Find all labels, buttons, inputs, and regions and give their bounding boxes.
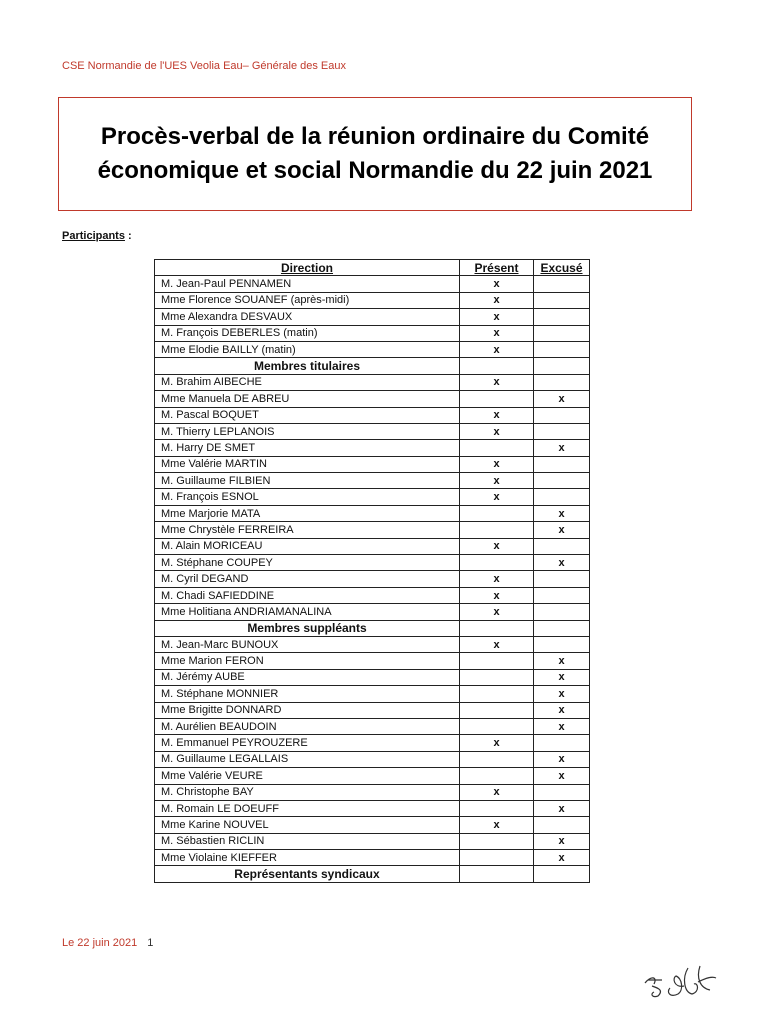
excuse-mark: x [534, 505, 590, 521]
participant-name: M. Romain LE DOEUFF [155, 800, 460, 816]
table-row [155, 423, 590, 439]
present-mark: x [460, 538, 534, 554]
attendance-table-body [155, 260, 590, 883]
present-mark: x [460, 456, 534, 472]
table-row [155, 341, 590, 357]
participant-name: M. Emmanuel PEYROUZERE [155, 735, 460, 751]
section-present-cell [460, 620, 534, 636]
excuse-mark: x [534, 440, 590, 456]
present-mark: x [460, 309, 534, 325]
excuse-mark: x [534, 768, 590, 784]
present-mark: x [460, 423, 534, 439]
table-row [155, 309, 590, 325]
participant-name: M. Aurélien BEAUDOIN [155, 718, 460, 734]
participant-name: Mme Elodie BAILLY (matin) [155, 341, 460, 357]
section-header-row [155, 358, 590, 374]
participant-name: Mme Marion FERON [155, 653, 460, 669]
participant-name: M. Christophe BAY [155, 784, 460, 800]
column-header: Présent [460, 260, 534, 276]
present-mark: x [460, 489, 534, 505]
excuse-mark: x [534, 669, 590, 685]
table-row [155, 604, 590, 620]
participant-name: Mme Violaine KIEFFER [155, 850, 460, 866]
participants-label [62, 230, 132, 242]
excuse-mark [534, 473, 590, 489]
section-title: Membres titulaires [155, 358, 460, 374]
table-row [155, 718, 590, 734]
excuse-mark [534, 292, 590, 308]
present-mark: x [460, 735, 534, 751]
table-row [155, 686, 590, 702]
present-mark: x [460, 407, 534, 423]
column-header: Direction [155, 260, 460, 276]
participant-name: M. Pascal BOQUET [155, 407, 460, 423]
section-title: Représentants syndicaux [155, 866, 460, 882]
table-row [155, 325, 590, 341]
present-mark: x [460, 817, 534, 833]
table-row [155, 669, 590, 685]
table-row [155, 850, 590, 866]
excuse-mark [534, 341, 590, 357]
participant-name: M. Guillaume LEGALLAIS [155, 751, 460, 767]
present-mark [460, 522, 534, 538]
present-mark: x [460, 587, 534, 603]
participant-name: Mme Brigitte DONNARD [155, 702, 460, 718]
table-row [155, 276, 590, 292]
present-mark: x [460, 325, 534, 341]
excuse-mark: x [534, 751, 590, 767]
present-mark [460, 669, 534, 685]
participant-name: M. Cyril DEGAND [155, 571, 460, 587]
participant-name: Mme Holitiana ANDRIAMANALINA [155, 604, 460, 620]
present-mark [460, 800, 534, 816]
present-mark: x [460, 276, 534, 292]
section-excuse-cell [534, 358, 590, 374]
present-mark: x [460, 636, 534, 652]
table-row [155, 768, 590, 784]
excuse-mark [534, 374, 590, 390]
table-row [155, 800, 590, 816]
present-mark [460, 391, 534, 407]
participant-name: M. Brahim AIBECHE [155, 374, 460, 390]
table-row [155, 538, 590, 554]
table-row [155, 653, 590, 669]
table-row [155, 833, 590, 849]
table-row [155, 522, 590, 538]
organization-header: CSE Normandie de l'UES Veolia Eau– Générale des Eaux [62, 60, 346, 72]
excuse-mark: x [534, 800, 590, 816]
title-box [58, 97, 692, 211]
excuse-mark: x [534, 555, 590, 571]
participant-name: Mme Manuela DE ABREU [155, 391, 460, 407]
table-row [155, 473, 590, 489]
present-mark: x [460, 604, 534, 620]
table-row [155, 817, 590, 833]
excuse-mark [534, 817, 590, 833]
section-header-row [155, 620, 590, 636]
participant-name: M. Alain MORICEAU [155, 538, 460, 554]
table-row [155, 505, 590, 521]
present-mark [460, 718, 534, 734]
participant-name: Mme Florence SOUANEF (après-midi) [155, 292, 460, 308]
page-number: 1 [147, 937, 154, 949]
excuse-mark [534, 538, 590, 554]
present-mark [460, 768, 534, 784]
participant-name: Mme Valérie VEURE [155, 768, 460, 784]
section-title: Membres suppléants [155, 620, 460, 636]
participants-label-suffix: : [124, 230, 132, 242]
excuse-mark [534, 571, 590, 587]
participant-name: M. Chadi SAFIEDDINE [155, 587, 460, 603]
participant-name: M. Stéphane MONNIER [155, 686, 460, 702]
table-row [155, 587, 590, 603]
participant-name: M. François DEBERLES (matin) [155, 325, 460, 341]
section-excuse-cell [534, 620, 590, 636]
present-mark: x [460, 374, 534, 390]
participant-name: M. Jean-Marc BUNOUX [155, 636, 460, 652]
excuse-mark [534, 456, 590, 472]
table-row [155, 751, 590, 767]
present-mark: x [460, 571, 534, 587]
participant-name: M. François ESNOL [155, 489, 460, 505]
excuse-mark: x [534, 702, 590, 718]
excuse-mark [534, 587, 590, 603]
present-mark [460, 686, 534, 702]
table-row [155, 489, 590, 505]
present-mark: x [460, 341, 534, 357]
section-present-cell [460, 866, 534, 882]
present-mark [460, 833, 534, 849]
footer-date: Le 22 juin 2021 [62, 937, 138, 949]
participant-name: M. Stéphane COUPEY [155, 555, 460, 571]
table-header-row [155, 260, 590, 276]
excuse-mark [534, 604, 590, 620]
excuse-mark [534, 276, 590, 292]
table-row [155, 407, 590, 423]
present-mark [460, 751, 534, 767]
excuse-mark: x [534, 653, 590, 669]
excuse-mark [534, 784, 590, 800]
excuse-mark [534, 407, 590, 423]
excuse-mark [534, 636, 590, 652]
participant-name: M. Jérémy AUBE [155, 669, 460, 685]
participants-label-text: Participants [62, 230, 125, 242]
excuse-mark: x [534, 833, 590, 849]
table-row [155, 456, 590, 472]
table-row [155, 735, 590, 751]
section-present-cell [460, 358, 534, 374]
excuse-mark: x [534, 850, 590, 866]
table-row [155, 702, 590, 718]
table-row [155, 636, 590, 652]
excuse-mark [534, 325, 590, 341]
participant-name: M. Sébastien RICLIN [155, 833, 460, 849]
present-mark: x [460, 784, 534, 800]
column-header: Excusé [534, 260, 590, 276]
excuse-mark: x [534, 391, 590, 407]
present-mark [460, 653, 534, 669]
participant-name: Mme Valérie MARTIN [155, 456, 460, 472]
participant-name: M. Guillaume FILBIEN [155, 473, 460, 489]
table-row [155, 440, 590, 456]
table-row [155, 555, 590, 571]
table-row [155, 292, 590, 308]
participant-name: Mme Karine NOUVEL [155, 817, 460, 833]
section-header-row [155, 866, 590, 882]
present-mark [460, 505, 534, 521]
attendance-table [154, 259, 590, 883]
table-row [155, 391, 590, 407]
table-row [155, 571, 590, 587]
participant-name: M. Jean-Paul PENNAMEN [155, 276, 460, 292]
present-mark [460, 850, 534, 866]
participant-name: M. Thierry LEPLANOIS [155, 423, 460, 439]
present-mark [460, 555, 534, 571]
excuse-mark [534, 489, 590, 505]
participant-name: Mme Chrystèle FERREIRA [155, 522, 460, 538]
page-title: Procès-verbal de la réunion ordinaire du Comité économique et social Normandie du 22 juin 2021 [97, 123, 653, 184]
present-mark: x [460, 292, 534, 308]
participant-name: Mme Marjorie MATA [155, 505, 460, 521]
excuse-mark: x [534, 522, 590, 538]
present-mark: x [460, 473, 534, 489]
table-row [155, 374, 590, 390]
excuse-mark [534, 423, 590, 439]
excuse-mark: x [534, 686, 590, 702]
excuse-mark [534, 309, 590, 325]
excuse-mark: x [534, 718, 590, 734]
section-excuse-cell [534, 866, 590, 882]
present-mark [460, 702, 534, 718]
participant-name: M. Harry DE SMET [155, 440, 460, 456]
participant-name: Mme Alexandra DESVAUX [155, 309, 460, 325]
present-mark [460, 440, 534, 456]
excuse-mark [534, 735, 590, 751]
footer [62, 937, 153, 949]
table-row [155, 784, 590, 800]
signature-initials [640, 948, 730, 1008]
